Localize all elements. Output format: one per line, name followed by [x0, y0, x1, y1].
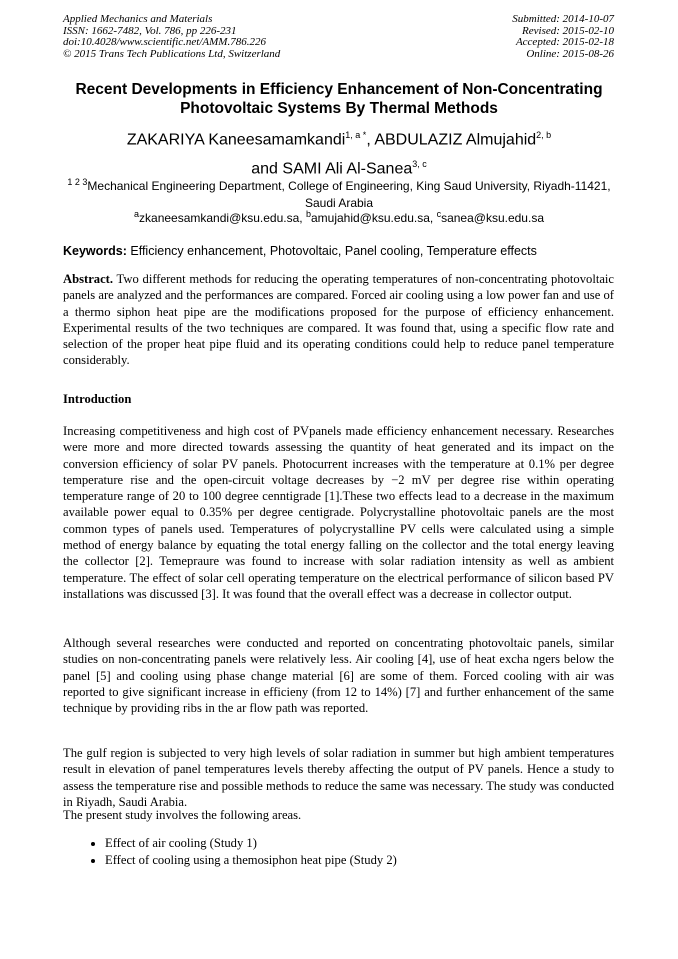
affiliation — [60, 174, 618, 212]
sep: , — [299, 211, 306, 225]
paragraph: The present study involves the following areas. — [63, 808, 302, 822]
email-sup: c — [436, 209, 442, 219]
aff-text: Mechanical Engineering Department, College of Engineering, King Saud University, Riyadh-11421, Saudi Arabia — [87, 179, 611, 210]
revised-date: Revised: 2015-02-10 — [522, 24, 614, 37]
email-link[interactable]: sanea@ksu.edu.sa — [441, 211, 544, 225]
keywords-text: Efficiency enhancement, Photovoltaic, Panel cooling, Temperature effects — [126, 244, 537, 258]
abstract — [63, 271, 614, 369]
introduction-heading: Introduction — [63, 392, 132, 406]
author-sup: 1, a * — [345, 130, 367, 140]
authors — [40, 123, 638, 182]
list-item: • Effect of air cooling (Study 1) — [105, 835, 397, 852]
abstract-label: Abstract. — [63, 272, 114, 286]
dates — [512, 14, 614, 60]
email-sup: b — [305, 209, 311, 219]
online-date: Online: 2015-08-26 — [526, 47, 614, 60]
keywords-label: Keywords: — [63, 244, 127, 258]
paper-title: Recent Developments in Efficiency Enhancement of Non-Concentrating Photovoltaic Systems By Thermal Methods — [75, 81, 603, 117]
author-name: ABDULAZIZ Almujahid — [374, 131, 537, 149]
author-sup: 2, b — [536, 130, 552, 140]
issn: ISSN: 1662-7482, Vol. 786, pp 226-231 — [63, 24, 237, 37]
sep: , — [366, 131, 375, 149]
paragraph: Although several researches were conducted and reported on concentrating photovoltaic panels, similar studies on non-concentrating panels were relatively less. Air cooling [4], use of heat excha ngers below the panel [5] and cooling using phase change material [6] are some of them. Forced cooling with air was reported to give significant increase in efficieny (from 12 to 14%) [7] and further enhancement of the same technique by providing ribs in the ar flow path was reported. — [63, 636, 614, 716]
sep: , — [429, 211, 437, 225]
email-link[interactable]: amujahid@ksu.edu.sa — [310, 211, 430, 225]
author-sup: 3, c — [412, 159, 427, 170]
and: and — [251, 160, 283, 178]
email-link[interactable]: zkaneesamkandi@ksu.edu.sa — [139, 211, 300, 225]
list-item: • Effect of cooling using a themosiphon heat pipe (Study 2) — [105, 852, 397, 869]
journal-info — [63, 14, 280, 60]
aff-sup: 1 2 3 — [67, 177, 88, 187]
copyright: © 2015 Trans Tech Publications Ltd, Switzerland — [63, 47, 281, 60]
doi: doi:10.4028/www.scientific.net/AMM.786.226 — [63, 36, 266, 49]
abstract-text: Two different methods for reducing the operating temperatures of non-concentrating photovoltaic panels are analyzed and the performances are compared. Forced air cooling using a low power fan and use of a thermo siphon heat pipe are the modifications proposed for the purpose of efficiency enhancement. Experimental results of the two techniques are compared. It was found that, using a specific flow rate and selection of the proper heat pipe fluid and its operating conditions could help to reduce panel temperature considerably. — [63, 272, 614, 368]
accepted-date: Accepted: 2015-02-18 — [515, 36, 614, 49]
paragraph: Increasing competitiveness and high cost of PVpanels made efficiency enhancement necessary. Researches were more and more directed towards assessing the quantity of heat generated and its impact on the conversion efficiency of solar PV panels. Photocurrent increases with the temperature at 0.1% per degree temperature rise and the open-circuit voltage decreases by −2 mV per degree rise within operating temperature range of 20 to 100 degree cenntigrade [1].These two effects lead to a decrease in the maximum available power equal to 0.35% per degree centigrade. Polycrystalline photovoltaic panels are the most common types of panels used. Temperatures of polycrystalline PV cells were calculated using a simple method of energy balance by equating the total energy falling on the collector and the total energy leaving the collector [2]. Temepraure was found to increase with solar radiation intensity as well as ambient temperature. The effect of solar cell operating temperature on the electrical performance of silicon based PV installations was discussed [3]. It was found that the overall effect was a decrease in collector output. — [63, 424, 614, 601]
section-heading — [63, 391, 614, 407]
keywords — [63, 244, 623, 258]
submitted-date: Submitted: 2014-10-07 — [512, 13, 614, 25]
author-name: SAMI Ali Al-Sanea — [282, 160, 413, 178]
journal-name: Applied Mechanics and Materials — [63, 13, 213, 25]
study-list — [63, 835, 397, 869]
emails — [40, 209, 638, 225]
paragraph: The gulf region is subjected to very high levels of solar radiation in summer but high ambient temperatures result in elevation of panel temperatures levels thereby affecting the output of PV panels. Hence a study to assess the temperature rise and possible methods to reduce the same was necessary. The study was conducted in Riyadh, Saudi Arabia. — [63, 746, 614, 809]
author-name: ZAKARIYA Kaneesamamkandi — [126, 131, 346, 149]
email-sup: a — [134, 209, 140, 219]
